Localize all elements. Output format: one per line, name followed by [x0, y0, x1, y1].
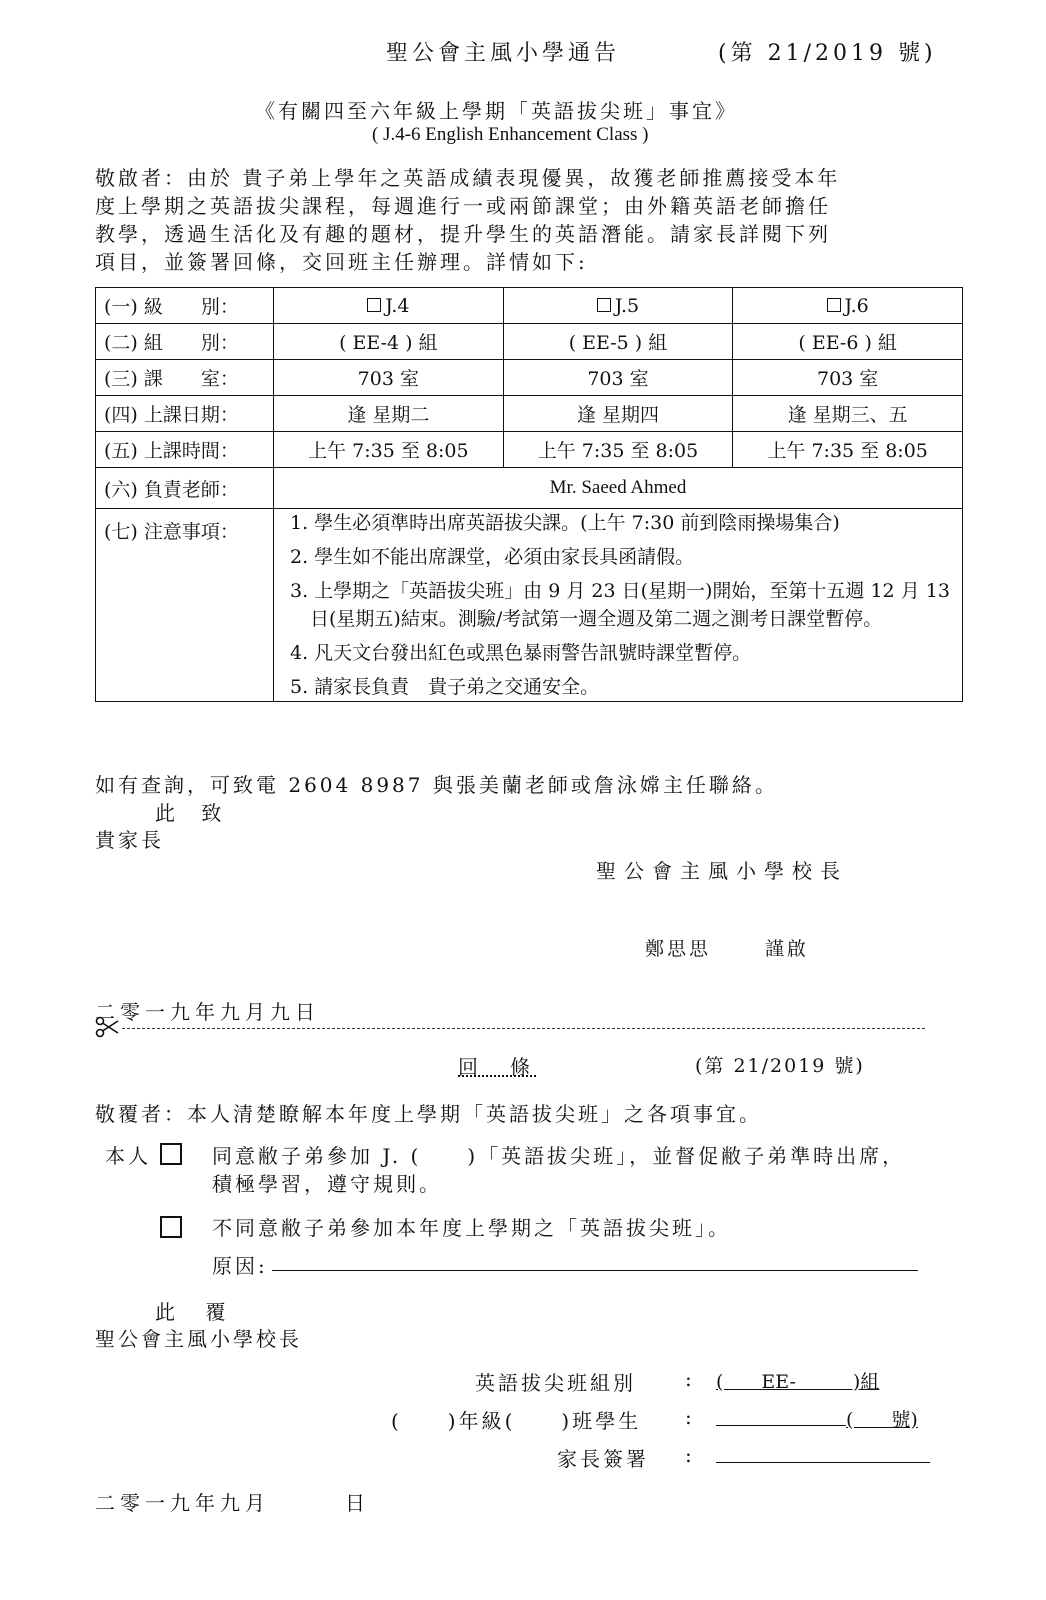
class-details-table	[95, 287, 963, 702]
reason-label: 原因:	[212, 1254, 268, 1278]
table-cell: 703 室	[274, 360, 504, 396]
intro-line-3: 教學，透過生活化及有趣的題材，提升學生的英語潛能。請家長詳閱下列	[95, 222, 831, 246]
agree-line-2: 積極學習，遵守規則。	[212, 1172, 442, 1196]
table-cell: 逢 星期二	[274, 396, 504, 432]
intro-line-4: 項目，並簽署回條，交回班主任辦理。詳情如下:	[95, 250, 588, 274]
row-label: (七) 注意事項：	[96, 509, 274, 702]
enquiry-line: 如有查詢，可致電 2604 8987 與張美蘭老師或詹泳嫦主任聯絡。	[95, 773, 778, 797]
grade-cell: J.4	[274, 288, 504, 324]
table-cell: ( EE-5 ) 組	[503, 324, 733, 360]
grade-cell: J.5	[503, 288, 733, 324]
disagree-checkbox[interactable]	[160, 1216, 182, 1238]
table-cell: 703 室	[503, 360, 733, 396]
notice-number: (第 21/2019 號)	[718, 41, 937, 66]
colon: :	[685, 1405, 695, 1429]
table-cell: 703 室	[733, 360, 963, 396]
reply-slip-title: 回 條	[458, 1055, 536, 1079]
notice-date: 二零一九年九月九日	[95, 1000, 320, 1024]
note-item: 2. 學生如不能出席課堂，必須由家長具函請假。	[290, 546, 695, 568]
row-label: (五) 上課時間：	[96, 432, 274, 468]
row-label: (六) 負責老師：	[96, 468, 274, 509]
principal-title: 聖公會主風小學校長	[596, 859, 848, 883]
notes-cell	[274, 509, 963, 702]
table-cell: 逢 星期四	[503, 396, 733, 432]
table-cell: 上午 7:35 至 8:05	[274, 432, 504, 468]
checkbox-icon[interactable]	[827, 298, 841, 312]
reason-field[interactable]	[272, 1270, 918, 1271]
checkbox-icon[interactable]	[597, 298, 611, 312]
notice-title: 聖公會主風小學通告	[386, 41, 621, 66]
table-row-day	[96, 396, 963, 432]
table-row-group	[96, 324, 963, 360]
reply-notice-number: (第 21/2019 號)	[695, 1055, 865, 1077]
row-label: (四) 上課日期：	[96, 396, 274, 432]
group-field[interactable]: ( EE- )組	[716, 1371, 880, 1393]
intro-line-1: 敬啟者：由於 貴子弟上學年之英語成績表現優異，故獲老師推薦接受本年	[95, 166, 841, 190]
note-item: 4. 凡天文台發出紅色或黑色暴雨警告訊號時課堂暫停。	[290, 642, 752, 664]
class-label: ( )年級( )班學生	[391, 1409, 642, 1433]
grade-cell: J.6	[733, 288, 963, 324]
table-cell: 上午 7:35 至 8:05	[503, 432, 733, 468]
note-item: 5. 請家長負責 貴子弟之交通安全。	[290, 676, 600, 698]
table-cell: 上午 7:35 至 8:05	[733, 432, 963, 468]
notice-subtitle: 《有關四至六年級上學期「英語拔尖班」事宜》	[255, 99, 738, 123]
note-item: 1. 學生必須準時出席英語拔尖課。(上午 7:30 前到陰雨操場集合)	[290, 512, 840, 534]
scissors-icon	[95, 1016, 119, 1038]
cut-line	[122, 1028, 925, 1029]
table-row-notes	[96, 509, 963, 702]
reply-line: 敬覆者：本人清楚瞭解本年度上學期「英語拔尖班」之各項事宜。	[95, 1102, 762, 1126]
table-row-teacher	[96, 468, 963, 509]
row-label: (二) 組 別：	[96, 324, 274, 360]
teacher-name: Mr. Saeed Ahmed	[274, 468, 963, 509]
respect-closing: 謹啟	[765, 938, 810, 960]
ci-fu: 此 覆	[155, 1300, 238, 1324]
to-principal: 聖公會主風小學校長	[95, 1327, 302, 1351]
colon: :	[685, 1367, 695, 1391]
row-label: (一) 級 別：	[96, 288, 274, 324]
self-label: 本人	[105, 1144, 151, 1168]
parent-signature-field[interactable]	[716, 1462, 930, 1463]
agree-checkbox[interactable]	[160, 1143, 182, 1165]
ci-zhi: 此 致	[155, 801, 232, 825]
student-number-field[interactable]: ( 號)	[846, 1409, 918, 1431]
intro-line-2: 度上學期之英語拔尖課程，每週進行一或兩節課堂；由外籍英語老師擔任	[95, 194, 831, 218]
table-cell: ( EE-4 ) 組	[274, 324, 504, 360]
reply-date: 二零一九年九月 日	[95, 1491, 370, 1515]
to-parents: 貴家長	[95, 828, 164, 852]
table-cell: 逢 星期三、五	[733, 396, 963, 432]
student-name-field[interactable]	[716, 1425, 846, 1426]
table-row-grade	[96, 288, 963, 324]
table-row-time	[96, 432, 963, 468]
table-row-room	[96, 360, 963, 396]
notice-subtitle-en: ( J.4-6 English Enhancement Class )	[372, 124, 649, 145]
note-item: 3. 上學期之「英語拔尖班」由 9 月 23 日(星期一)開始，至第十五週 12 月 13 日(星期五)結束。測驗/考試第一週全週及第二週之測考日課堂暫停。	[290, 580, 950, 630]
table-cell: ( EE-6 ) 組	[733, 324, 963, 360]
principal-name: 鄭思思	[645, 938, 712, 960]
group-label: 英語拔尖班組別	[475, 1371, 636, 1395]
checkbox-icon[interactable]	[367, 298, 381, 312]
sign-label: 家長簽署	[557, 1447, 649, 1471]
colon: :	[685, 1443, 695, 1467]
row-label: (三) 課 室：	[96, 360, 274, 396]
disagree-line: 不同意敝子弟參加本年度上學期之「英語拔尖班」。	[212, 1216, 731, 1240]
agree-line-1: 同意敝子弟參加 J. ( )「英語拔尖班」，並督促敝子弟準時出席，	[212, 1144, 906, 1168]
